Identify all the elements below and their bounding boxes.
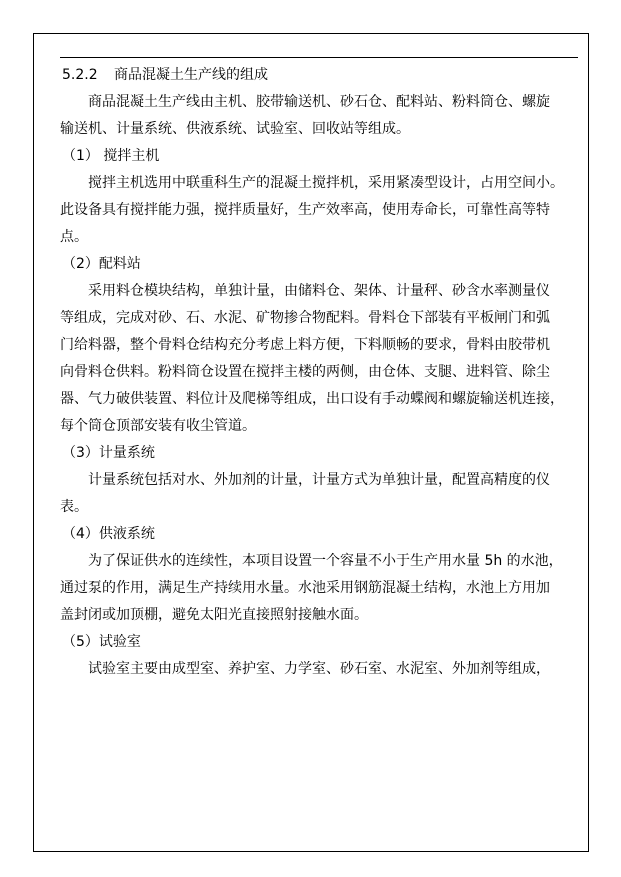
intro-line: 商品混凝土生产线由主机、胶带输送机、砂石仓、配料站、粉料筒仓、螺旋 — [88, 94, 550, 110]
subsection-heading: （1） 搅拌主机 — [62, 148, 160, 164]
paragraph-line: 采用料仓模块结构，单独计量，由储料仓、架体、计量秤、砂含水率测量仪 — [88, 283, 550, 299]
paragraph-line: 每个筒仓顶部安装有收尘管道。 — [60, 418, 256, 434]
paragraph-line: 通过泵的作用，满足生产持续用水量。水池采用钢筋混凝土结构，水池上方用加 — [60, 580, 550, 596]
subsection-heading: （3）计量系统 — [62, 445, 155, 461]
section-heading — [60, 62, 578, 89]
subsection-heading: （5）试验室 — [62, 634, 141, 650]
document-body — [60, 62, 578, 683]
section-number: 5.2.2 — [62, 67, 98, 83]
paragraph-line: 搅拌主机选用中联重科生产的混凝土搅拌机，采用紧凑型设计，占用空间小。 — [88, 175, 564, 191]
section-title: 商品混凝土生产线的组成 — [114, 67, 268, 83]
subsection-heading: （2）配料站 — [62, 256, 141, 272]
paragraph-line: 门给料器，整个骨料仓结构充分考虑上料方便，下料顺畅的要求，骨料由胶带机 — [60, 337, 550, 353]
paragraph-line: 计量系统包括对水、外加剂的计量，计量方式为单独计量，配置高精度的仪 — [88, 472, 550, 488]
paragraph-line: 点。 — [60, 229, 88, 245]
subsection-heading: （4）供液系统 — [62, 526, 155, 542]
paragraph-line: 试验室主要由成型室、养护室、力学室、砂石室、水泥室、外加剂等组成， — [88, 661, 550, 677]
intro-line: 输送机、计量系统、供液系统、试验室、回收站等组成。 — [60, 121, 410, 137]
paragraph-line: 等组成，完成对砂、石、水泥、矿物掺合物配料。骨料仓下部装有平板闸门和弧 — [60, 310, 550, 326]
paragraph-line: 表。 — [60, 499, 88, 515]
paragraph-line: 器、气力破供装置、料位计及爬梯等组成，出口设有手动蝶阀和螺旋输送机连接， — [60, 391, 564, 407]
paragraph-line: 此设备具有搅拌能力强，搅拌质量好，生产效率高，使用寿命长，可靠性高等特 — [60, 202, 550, 218]
paragraph-line: 盖封闭或加顶棚，避免太阳光直接照射接触水面。 — [60, 607, 368, 623]
paragraph-line: 为了保证供水的连续性，本项目设置一个容量不小于生产用水量 5h 的水池， — [88, 553, 563, 569]
paragraph-line: 向骨料仓供料。粉料筒仓设置在搅拌主楼的两侧，由仓体、支腿、进料管、除尘 — [60, 364, 550, 380]
header-rule — [60, 57, 578, 58]
